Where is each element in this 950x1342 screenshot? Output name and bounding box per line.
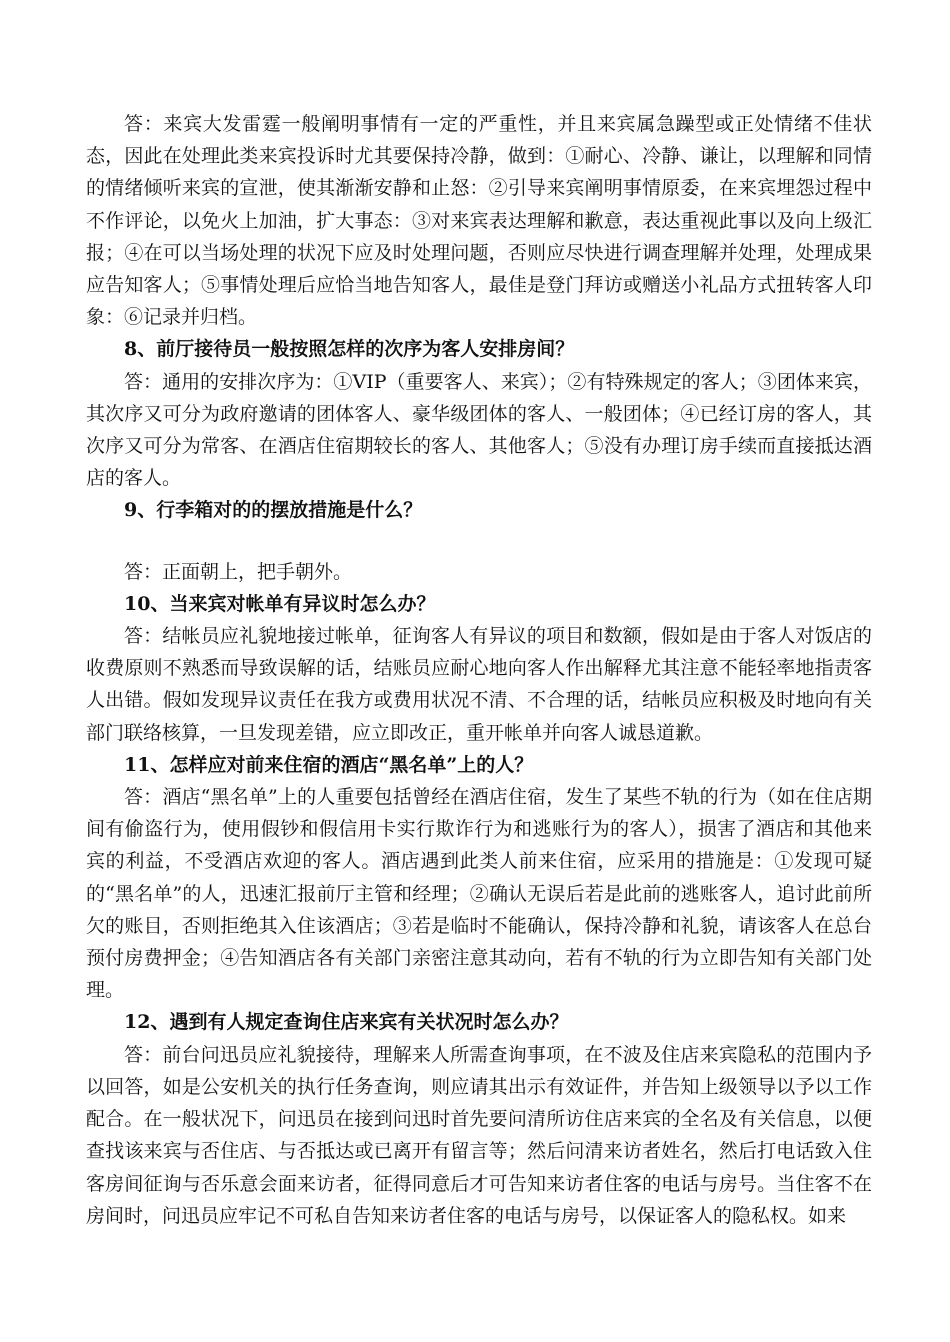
question-heading-8: 8、前厅接待员一般按照怎样的次序为客人安排房间？ (124, 338, 575, 361)
question-heading-9: 9、行李箱对的的摆放措施是什么？ (124, 499, 423, 522)
question-heading-11: 11、怎样应对前来住宿的酒店“黑名单”上的人？ (124, 753, 534, 776)
answer-paragraph-7: 答：来宾大发雷霆一般阐明事情有一定的严重性，并且来宾属急躁型或正处情绪不佳状态，因此在处理此类来宾投诉时尤其要保持冷静，做到：①耐心、冷静、谦让，以理解和同情的情绪倾听来宾的宣泄，使其渐渐安静和止怒：②引导来宾阐明事情原委，在来宾埋怨过程中不作评论，以免火上加油，扩大事态：③对来宾表达理解和歉意，表达重视此事以及向上级汇报；④在可以当场处理的状况下应及时处理问题，否则应尽快进行调查理解并处理，处理成果应告知客人；⑤事情处理后应恰当地告知客人，最佳是登门拜访或赠送小礼品方式扭转客人印象：⑥记录并归档。 (86, 113, 872, 329)
question-heading-12: 12、遇到有人规定查询住店来宾有关状况时怎么办？ (124, 1011, 569, 1034)
answer-paragraph-12: 答：前台问迅员应礼貌接待，理解来人所需查询事项，在不波及住店来宾隐私的范围内予以回答，如是公安机关的执行任务查询，则应请其出示有效证件，并告知上级领导以予以工作配合。在一般状况下，问迅员在接到问迅时首先要问清所访住店来宾的全名及有关信息，以便查找该来宾与否住店、与否抵达或已离开有留言等；然后问清来访者姓名，然后打电话致入住客房间征询与否乐意会面来访者，征得同意后才可告知来访者住客的电话与房号。当住客不在房间时，问迅员应牢记不可私自告知来访者住客的电话与房号，以保证客人的隐私权。如来 (86, 1043, 872, 1227)
answer-paragraph-9: 答：正面朝上，把手朝外。 (124, 560, 353, 583)
paragraph-spacer (86, 527, 872, 556)
answer-paragraph-11: 答：酒店“黑名单”上的人重要包括曾经在酒店住宿，发生了某些不轨的行为（如在住店期间有偷盗行为，使用假钞和假信用卡实行欺诈行为和逃账行为的客人），损害了酒店和其他来宾的利益，不受酒店欢迎的客人。酒店遇到此类人前来住宿，应采用的措施是：①发现可疑的“黑名单”的人，迅速汇报前厅主管和经理；②确认无误后若是此前的逃账客人，追讨此前所欠的账目，否则拒绝其入住该酒店；③若是临时不能确认，保持冷静和礼貌，请该客人在总台预付房费押金；④告知酒店各有关部门亲密注意其动向，若有不轨的行为立即告知有关部门处理。 (86, 786, 872, 1002)
answer-paragraph-8: 答：通用的安排次序为：①VIP（重要客人、来宾）；②有特殊规定的客人；③团体来宾，其次序又可分为政府邀请的团体客人、豪华级团体的客人、一般团体；④已经订房的客人，其次序又可分为常客、在酒店住宿期较长的客人、其他客人；⑤没有办理订房手续而直接抵达酒店的客人。 (86, 370, 872, 490)
answer-paragraph-10: 答：结帐员应礼貌地接过帐单，征询客人有异议的项目和数额，假如是由于客人对饭店的收费原则不熟悉而导致误解的话，结账员应耐心地向客人作出解释尤其注意不能轻率地指责客人出错。假如发现异议责任在我方或费用状况不清、不合理的话，结帐员应积极及时地向有关部门联络核算，一旦发现差错，应立即改正，重开帐单并向客人诚恳道歉。 (86, 625, 872, 744)
question-heading-10: 10、当来宾对帐单有异议时怎么办？ (124, 592, 436, 615)
document-page (86, 108, 872, 1232)
